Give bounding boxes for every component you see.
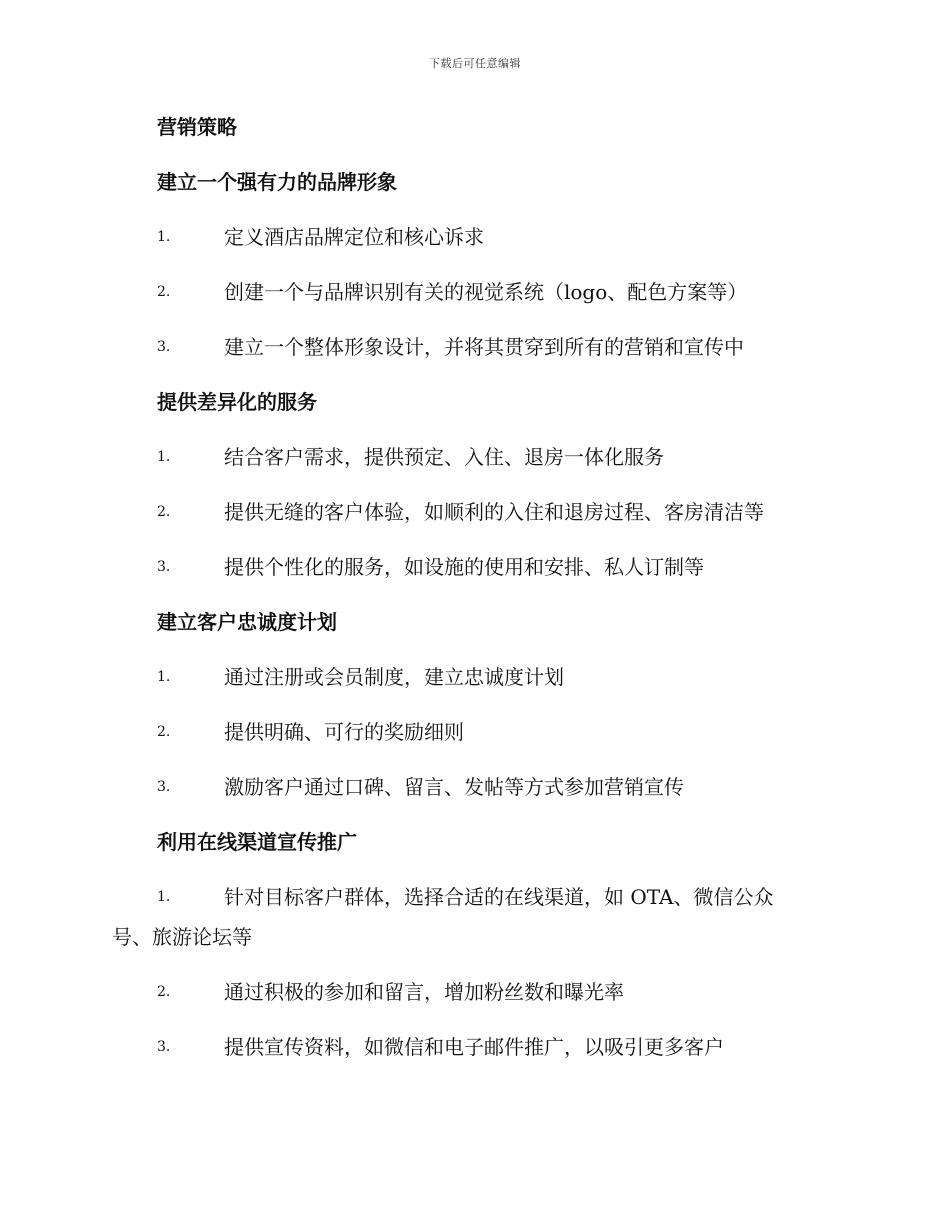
list-item — [112, 712, 832, 752]
list-item-number: 1. — [157, 669, 171, 685]
list-item-number: 2. — [157, 504, 171, 520]
document-body — [112, 107, 832, 1082]
list-item — [112, 547, 832, 587]
page-header-note: 下载后可任意编辑 — [429, 57, 521, 70]
list-item-text: 结合客户需求，提供预定、入住、退房一体化服务 — [224, 445, 664, 469]
document-title: 营销策略 — [157, 115, 237, 139]
list-item-text: 激励客户通过口碑、留言、发帖等方式参加营销宣传 — [224, 775, 684, 799]
list-item-number: 1. — [157, 889, 171, 905]
list-item-text-line2: 号、旅游论坛等 — [112, 925, 252, 949]
list-item — [112, 327, 832, 367]
list-item — [112, 657, 832, 697]
list-item-text: 定义酒店品牌定位和核心诉求 — [224, 225, 484, 249]
list-item-number: 2. — [157, 984, 171, 1000]
list-item — [112, 217, 832, 257]
list-item-number: 3. — [157, 339, 171, 355]
list-item-text: 提供明确、可行的奖励细则 — [224, 720, 464, 744]
list-item-text: 提供无缝的客户体验，如顺利的入住和退房过程、客房清洁等 — [224, 500, 764, 524]
list-item — [112, 437, 832, 477]
list-item-text-line1: 针对目标客户群体，选择合适的在线渠道，如 OTA、微信公众 — [224, 885, 774, 909]
list-item — [112, 767, 832, 807]
list-item-number: 2. — [157, 724, 171, 740]
section-heading: 建立客户忠诚度计划 — [157, 610, 337, 634]
section-heading: 提供差异化的服务 — [157, 390, 317, 414]
list-item — [112, 972, 832, 1012]
list-item-text: 创建一个与品牌识别有关的视觉系统（logo、配色方案等） — [224, 280, 748, 304]
list-item-number: 1. — [157, 229, 171, 245]
section-heading: 建立一个强有力的品牌形象 — [157, 170, 397, 194]
list-item-number: 1. — [157, 449, 171, 465]
list-item — [112, 492, 832, 532]
list-item-number: 2. — [157, 284, 171, 300]
list-item — [112, 1027, 832, 1067]
list-item — [112, 877, 832, 957]
list-item-number: 3. — [157, 779, 171, 795]
list-item-text: 提供个性化的服务，如设施的使用和安排、私人订制等 — [224, 555, 704, 579]
list-item — [112, 272, 832, 312]
list-item-text: 提供宣传资料，如微信和电子邮件推广，以吸引更多客户 — [224, 1035, 724, 1059]
list-item-text: 通过积极的参加和留言，增加粉丝数和曝光率 — [224, 980, 624, 1004]
list-item-number: 3. — [157, 1039, 171, 1055]
list-item-text: 通过注册或会员制度，建立忠诚度计划 — [224, 665, 564, 689]
list-item-number: 3. — [157, 559, 171, 575]
section-heading: 利用在线渠道宣传推广 — [157, 830, 357, 854]
list-item-text: 建立一个整体形象设计，并将其贯穿到所有的营销和宣传中 — [224, 335, 744, 359]
